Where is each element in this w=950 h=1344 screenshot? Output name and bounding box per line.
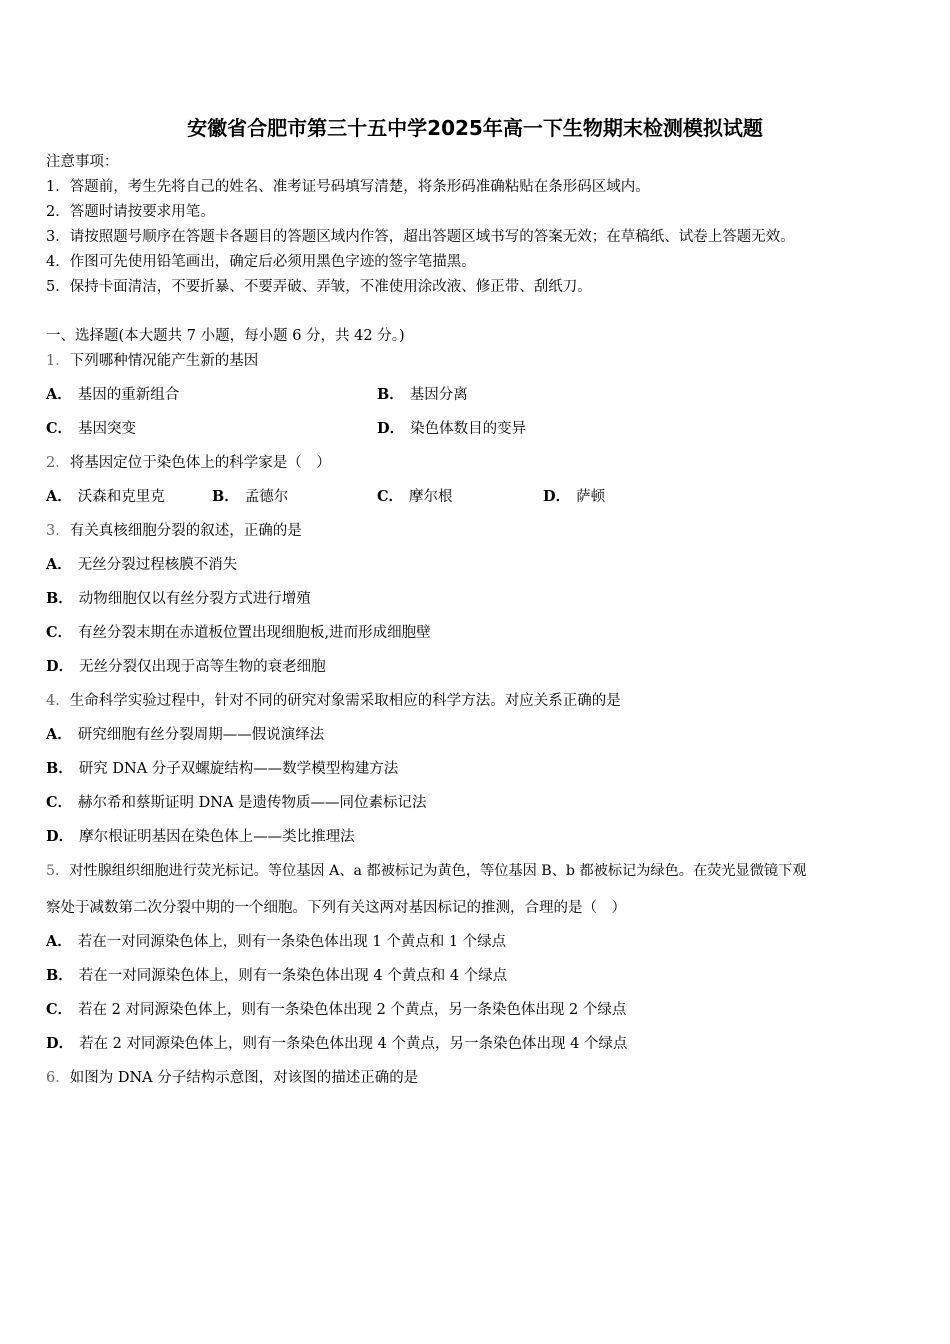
notice-item: 3．请按照题号顺序在答题卡各题目的答题区域内作答，超出答题区域书写的答案无效；在草稿纸、试卷上答题无效。 <box>46 229 795 245</box>
question-stem: 生命科学实验过程中，针对不同的研究对象需采取相应的科学方法。对应关系正确的是 <box>69 693 621 709</box>
question-2 <box>46 453 331 473</box>
q3-option-c[interactable]: C． 有丝分裂末期在赤道板位置出现细胞板,进而形成细胞壁 <box>46 624 431 641</box>
question-5-continued: 察处于减数第二次分裂中期的一个细胞。下列有关这两对基因标记的推测，合理的是（ ） <box>46 900 626 916</box>
question-number: 5． <box>46 863 70 879</box>
question-4 <box>46 691 621 711</box>
q3-option-d[interactable]: D． 无丝分裂仅出现于高等生物的衰老细胞 <box>46 658 326 675</box>
notice-heading: 注意事项： <box>46 154 119 170</box>
q1-option-d[interactable]: D． 染色体数目的变异 <box>377 420 527 437</box>
question-number: 4． <box>46 693 70 709</box>
page-title: 安徽省合肥市第三十五中学2025年高一下生物期末检测模拟试题 <box>187 116 763 140</box>
question-6 <box>46 1068 418 1088</box>
notice-item: 4．作图可先使用铅笔画出，确定后必须用黑色字迹的签字笔描黑。 <box>46 254 476 270</box>
section-heading: 一、选择题(本大题共 7 小题，每小题 6 分，共 42 分。) <box>46 328 405 344</box>
q5-option-b[interactable]: B． 若在一对同源染色体上，则有一条染色体出现 4 个黄点和 4 个绿点 <box>46 967 508 984</box>
question-number: 1． <box>46 353 70 369</box>
q1-option-a[interactable]: A． 基因的重新组合 <box>46 386 180 403</box>
q4-option-c[interactable]: C． 赫尔希和蔡斯证明 DNA 是遗传物质——同位素标记法 <box>46 794 427 811</box>
question-3 <box>46 521 302 541</box>
notice-item: 5．保持卡面清洁，不要折暴、不要弄破、弄皱，不准使用涂改液、修正带、刮纸刀。 <box>46 279 592 295</box>
q3-option-b[interactable]: B． 动物细胞仅以有丝分裂方式进行增殖 <box>46 590 311 607</box>
question-5 <box>46 861 806 881</box>
question-stem: 下列哪种情况能产生新的基因 <box>69 353 259 369</box>
question-stem: 有关真核细胞分裂的叙述，正确的是 <box>69 523 302 539</box>
q4-option-b[interactable]: B． 研究 DNA 分子双螺旋结构——数学模型构建方法 <box>46 760 399 777</box>
q2-option-b[interactable]: B． 孟德尔 <box>212 488 289 505</box>
question-number: 3． <box>46 523 70 539</box>
question-stem: 将基因定位于染色体上的科学家是（ ） <box>69 455 331 471</box>
q1-option-b[interactable]: B． 基因分离 <box>377 386 468 403</box>
question-stem: 如图为 DNA 分子结构示意图，对该图的描述正确的是 <box>69 1070 419 1086</box>
q4-option-d[interactable]: D． 摩尔根证明基因在染色体上——类比推理法 <box>46 828 355 845</box>
notice-item: 1．答题前，考生先将自己的姓名、准考证号码填写清楚，将条形码准确粘贴在条形码区域内。 <box>46 179 650 195</box>
q2-option-d[interactable]: D． 萨顿 <box>543 488 606 505</box>
q5-option-c[interactable]: C． 若在 2 对同源染色体上，则有一条染色体出现 2 个黄点，另一条染色体出现 2 个绿点 <box>46 1001 627 1018</box>
q2-option-c[interactable]: C． 摩尔根 <box>377 488 453 505</box>
q2-option-a[interactable]: A． 沃森和克里克 <box>46 488 165 505</box>
q4-option-a[interactable]: A． 研究细胞有丝分裂周期——假说演绎法 <box>46 726 325 743</box>
question-1 <box>46 351 258 371</box>
question-number: 6． <box>46 1070 70 1086</box>
q3-option-a[interactable]: A． 无丝分裂过程核膜不消失 <box>46 556 238 573</box>
q5-option-a[interactable]: A． 若在一对同源染色体上，则有一条染色体出现 1 个黄点和 1 个绿点 <box>46 933 507 950</box>
question-number: 2． <box>46 455 70 471</box>
question-stem: 对性腺组织细胞进行荧光标记。等位基因 A、a 都被标记为黄色，等位基因 B、b 都被标记为绿色。在荧光显微镜下观 <box>69 863 807 879</box>
q1-option-c[interactable]: C． 基因突变 <box>46 420 137 437</box>
q5-option-d[interactable]: D． 若在 2 对同源染色体上，则有一条染色体出现 4 个黄点，另一条染色体出现 4 个绿点 <box>46 1035 628 1052</box>
notice-item: 2．答题时请按要求用笔。 <box>46 204 215 220</box>
